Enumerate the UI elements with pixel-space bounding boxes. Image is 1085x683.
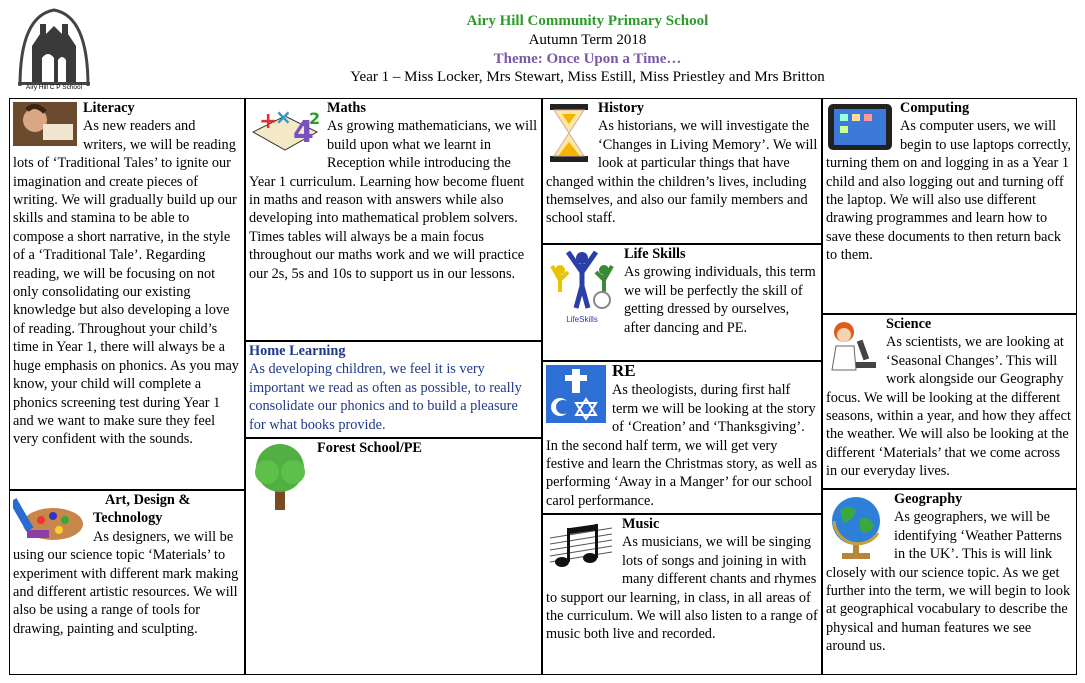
home-learning-text: As developing children, we feel it is very important we read as often as possible, to really consolidate our phonics and to build a pleasure for what books provide. [249, 361, 522, 433]
school-name: Airy Hill Community Primary School [466, 13, 709, 29]
literacy-title: Literacy [83, 100, 135, 116]
computing-section [822, 98, 1077, 314]
forest-section [245, 438, 542, 675]
svg-text:×: × [275, 105, 292, 129]
literacy-section [9, 98, 245, 490]
geography-text: As geographers, we will be identifying ‘Weather Patterns in the UK’. This is will link closely with our science topic. As we get further into the term, we will begin to look at geographical vocabulary to describe the physical and human features we see around us. [826, 509, 1071, 655]
logo-caption: Airy Hill C P School [25, 84, 83, 91]
scientist-microscope-icon [826, 318, 880, 372]
school-logo [14, 6, 94, 94]
maths-section [245, 98, 542, 341]
science-text: As scientists, we are looking at ‘Seasonal Changes’. This will work alongside our Geography focus. We will be looking at the different seasons, within a year, and how they affect the weather. We will also be looking at the different ‘Materials’ that we come across in our everyday lives. [826, 334, 1071, 480]
music-text: As musicians, we will be singing lots of songs and joining in with many different chants and rhymes to support our learning, in class, in all areas of the curriculum. We will also listen to a range of music both live and recorded. [546, 534, 818, 643]
svg-text:+: + [259, 109, 278, 134]
science-section [822, 314, 1077, 489]
art-section [9, 490, 245, 675]
home-learning-section [245, 341, 542, 438]
theme: Theme: Once Upon a Time… [493, 51, 682, 67]
tree-icon [249, 442, 311, 512]
life-skills-title: Life Skills [624, 246, 686, 262]
science-title: Science [886, 316, 932, 332]
history-text: As historians, we will investigate the ‘Changes in Living Memory’. We will look at particular things that have changed within the children’s lives, including themselves, and also our family members and school staff. [546, 118, 818, 227]
teachers: Year 1 – Miss Locker, Mrs Stewart, Miss Estill, Miss Priestley and Mrs Britton [350, 69, 825, 85]
geography-section [822, 489, 1077, 675]
art-text: As designers, we will be using our science topic ‘Materials’ to experiment with different mark making and different artistic resources. We will also be using a range of tools for drawing, painting and sculpting. [13, 528, 239, 637]
maths-book-icon [249, 102, 321, 158]
svg-text:4: 4 [293, 115, 314, 150]
computing-title: Computing [900, 100, 970, 116]
faith-symbols-icon [546, 365, 606, 423]
music-notes-icon [546, 518, 616, 572]
music-title: Music [622, 516, 660, 532]
life-skills-section [542, 244, 822, 361]
history-section [542, 98, 822, 244]
term: Autumn Term 2018 [528, 32, 647, 48]
life-skills-people-icon [546, 248, 618, 325]
art-title: Art, Design & Technology [93, 492, 191, 527]
maths-text: As growing mathematicians, we will build upon what we learnt in Reception while introducing the Year 1 curriculum. Learning how become fluent in maths and reason with answers while also developing into mathematical problem solvers. Times tables will always be a main focus throughout our maths work and we will practice our 2s, 5s and 10s to support us in our lessons. [249, 118, 538, 282]
globe-icon [826, 493, 888, 561]
music-section [542, 514, 822, 675]
re-title: RE [612, 361, 636, 380]
forest-title: Forest School/PE [317, 440, 422, 456]
hourglass-icon [546, 102, 592, 164]
reading-child-photo [13, 102, 77, 146]
maths-title: Maths [327, 100, 366, 116]
computing-text: As computer users, we will begin to use laptops correctly, turning them on and logging in as a Year 1 child and also logging out and turning off the laptop. We will also use different drawing programmes and learn how to save these documents to then return back to them. [826, 118, 1071, 264]
svg-text:2: 2 [309, 109, 321, 128]
life-skills-text: As growing individuals, this term we will be perfectly the skill of getting dressed by ourselves, after dancing and PE. [624, 264, 816, 336]
re-text: As theologists, during first half term we will be looking at the story of ‘Creation’ and ‘Thanksgiving’. In the second half term, we will get very festive and learn the Christmas story, as well as performing ‘Away in a Manger’ for our school carol performance. [546, 382, 818, 509]
life-skills-icon-caption: LifeSkills [566, 315, 598, 325]
history-title: History [598, 100, 645, 116]
literacy-text: As new readers and writers, we will be reading lots of ‘Traditional Tales’ to ignite our imagination and create pieces of writing. We will gradually build up our skills and stamina to be able to compose a short narrative, in the style of a ‘Traditional Tale’. Regarding reading, we will be focusing on not only consolidating our existing knowledge but also developing a love of reading. Throughout your child’s time in Year 1, there will always be a huge emphasis on phonics. As you may know, your child will complete a phonics screening test during Year 1 and we want to make sure they feel very confident with the sounds. [13, 118, 239, 448]
paint-palette-icon [13, 494, 87, 544]
home-learning-title: Home Learning [249, 343, 346, 359]
tablet-icon [826, 102, 894, 152]
re-section [542, 361, 822, 514]
geography-title: Geography [894, 491, 963, 507]
